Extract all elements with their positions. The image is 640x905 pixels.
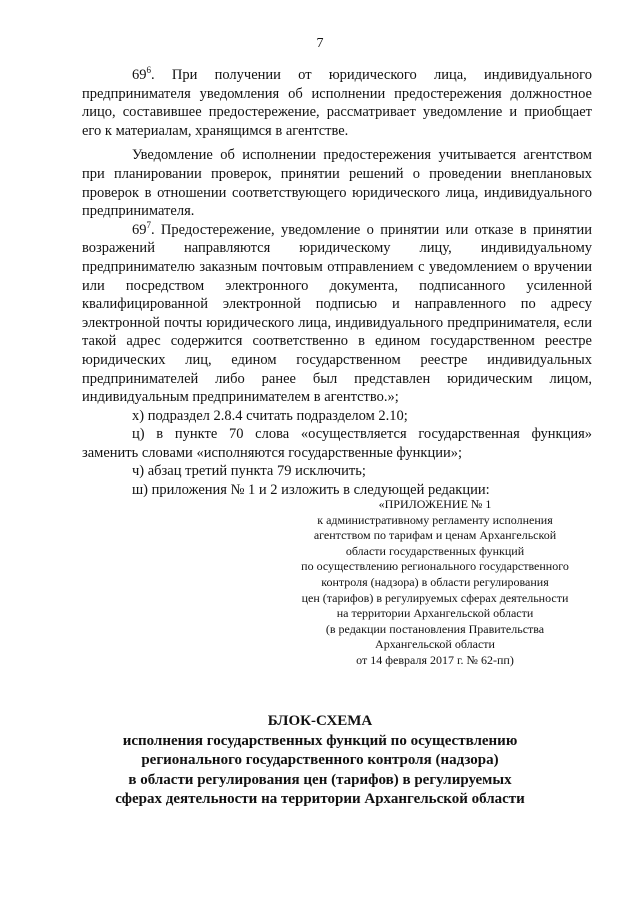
scheme-title: БЛОК-СХЕМА: [267, 713, 373, 729]
document-body: [82, 66, 592, 500]
clause-superscript: 6: [146, 65, 151, 76]
paragraph-ch: [82, 462, 592, 481]
appendix-line: Архангельской области: [375, 637, 495, 652]
appendix-line: на территории Архангельской области: [336, 606, 534, 621]
paragraph-69-7: [82, 221, 592, 407]
paragraph-text: . При получении от юридического лица, индивидуального предпринимателя уведомления об исполнении предостережения должностное лицо, составившее предостережение, рассматривает уведомление и приобщает его к материалам, хранящимся в агентстве.: [82, 67, 592, 139]
paragraph-text: ш) приложения № 1 и 2 изложить в следующей редакции:: [132, 482, 490, 499]
appendix-line: по осуществлению регионального государственного: [301, 559, 569, 574]
block-scheme-heading: [0, 712, 640, 810]
appendix-line: области государственных функций: [345, 543, 525, 558]
appendix-line: (в редакции постановления Правительства: [325, 621, 545, 636]
paragraph-69-6: [82, 66, 592, 140]
scheme-subtitle-line: регионального государственного контроля (надзора): [141, 752, 499, 769]
scheme-subtitle-line: в области регулирования цен (тарифов) в регулируемых: [128, 771, 512, 788]
paragraph-text: . Предостережение, уведомление о принятии или отказе в принятии возражений направляются юридическому лицу, индивидуальному предпринимателю заказным почтовым отправлением с уведомлением о вручении или посредством электронного документа, подписанного усиленной квалифицированной электронной подписью и направленного по адресу электронной почты юридического лица, индивидуального предпринимателя, если такой адрес содержится соответственно в едином государственном реестре юридических лиц, едином государственном реестре индивидуальных предпринимателей либо ранее был представлен юридическим лицом, индивидуальным предпринимателем в агентство.»;: [82, 221, 592, 406]
paragraph-ts: [82, 425, 592, 462]
paragraph-text: ч) абзац третий пункта 79 исключить;: [132, 463, 366, 480]
appendix-line: цен (тарифов) в регулируемых сферах деятельности: [301, 590, 569, 605]
clause-number: 69: [132, 221, 147, 238]
scheme-subtitle-line: исполнения государственных функций по осуществлению: [122, 732, 518, 749]
clause-number: 69: [132, 67, 147, 83]
appendix-line: к административному регламенту исполнения: [317, 512, 553, 527]
appendix-line: агентством по тарифам и ценам Архангельской: [313, 528, 557, 543]
scheme-subtitle-line: сферах деятельности на территории Архангельской области: [115, 791, 525, 808]
appendix-header: [270, 497, 600, 669]
appendix-line: «ПРИЛОЖЕНИЕ № 1: [378, 497, 492, 511]
paragraph-kh: [82, 407, 592, 426]
appendix-line: от 14 февраля 2017 г. № 62-пп): [356, 652, 514, 667]
paragraph-notice: [82, 146, 592, 220]
appendix-line: контроля (надзора) в области регулирования: [321, 574, 549, 589]
clause-superscript: 7: [146, 219, 151, 230]
paragraph-text: х) подраздел 2.8.4 считать подразделом 2.10;: [132, 407, 408, 424]
paragraph-text: ц) в пункте 70 слова «осуществляется государственная функция» заменить словами «исполняются государственные функции»;: [82, 426, 592, 461]
paragraph-text: Уведомление об исполнении предостережения учитывается агентством при планировании проверок, принятии решений о проведении внеплановых проверок в отношении соответствующего юридического лица, индивидуального предпринимателя.: [82, 147, 592, 220]
page-number: 7: [316, 36, 324, 51]
